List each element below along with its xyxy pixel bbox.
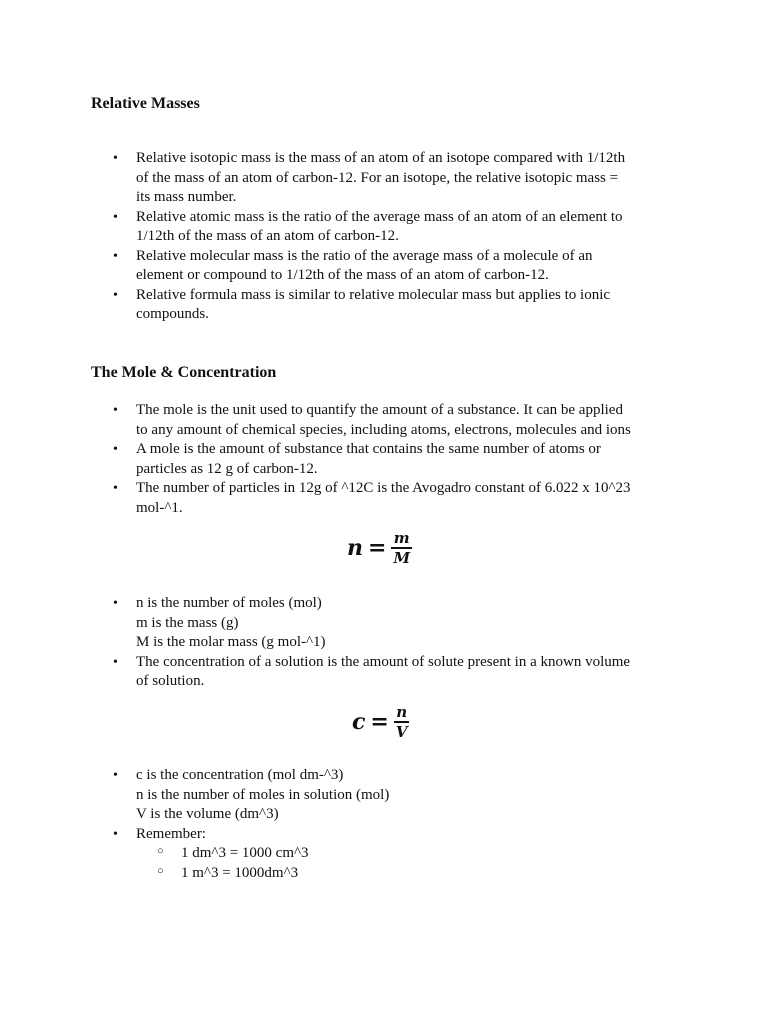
text-line: its mass number.	[136, 189, 237, 205]
text-line: Relative isotopic mass is the mass of an atom of an isotope compared with 1/12th	[136, 150, 626, 166]
bullet-icon: •	[113, 596, 118, 611]
bullet-icon: •	[113, 481, 118, 496]
text-line: Remember:	[136, 825, 206, 842]
bullet-icon: •	[113, 654, 118, 670]
hollow-bullet-icon: ○	[157, 864, 164, 877]
bullet-icon: •	[113, 209, 118, 225]
list-item	[113, 149, 693, 208]
text-line: The concentration of a solution is the amount of solute present in a known volume	[136, 653, 631, 670]
bullet-icon: •	[113, 826, 118, 842]
text-line: 1 dm^3 = 1000 cm^3	[181, 845, 309, 861]
text-line: 1/12th of the mass of an atom of carbon-12.	[136, 228, 399, 244]
fraction	[391, 529, 412, 567]
bullet-icon: •	[113, 403, 118, 418]
concentration-equation	[352, 703, 409, 741]
fraction-denominator: M	[393, 548, 411, 567]
sublist-item	[113, 844, 693, 864]
text-line: Relative atomic mass is the ratio of the average mass of an atom of an element to	[136, 208, 623, 225]
text-line: M is the molar mass (g mol-^1)	[136, 634, 326, 650]
text-line: of solution.	[136, 673, 205, 689]
text-line: n is the number of moles (mol)	[136, 595, 322, 611]
text-line: V is the volume (dm^3)	[136, 806, 279, 822]
text-line: compounds.	[136, 306, 209, 322]
heading-mole-concentration: The Mole & Concentration	[91, 364, 277, 381]
fraction-numerator: n	[396, 703, 408, 721]
text-line: The mole is the unit used to quantify the amount of a substance. It can be applied	[136, 402, 623, 418]
sublist-item	[113, 864, 693, 884]
bullet-icon: •	[113, 442, 118, 457]
bullet-icon: •	[113, 151, 118, 166]
list-item	[113, 766, 693, 825]
text-line: mol-^1.	[136, 499, 183, 516]
list-item	[113, 401, 693, 440]
bullet-icon: •	[113, 248, 118, 264]
text-line: to any amount of chemical species, including atoms, electrons, molecules and ions	[136, 421, 631, 438]
relative-masses-list	[113, 149, 693, 325]
text-line: of the mass of an atom of carbon-12. For an isotope, the relative isotopic mass =	[136, 169, 619, 186]
equals-sign: =	[368, 534, 387, 561]
equals-sign: =	[370, 708, 389, 735]
mole-list	[113, 401, 693, 518]
list-item	[113, 479, 693, 518]
moles-definitions-list	[113, 594, 693, 692]
text-line: The number of particles in 12g of ^12C is the Avogadro constant of 6.022 x 10^23	[136, 480, 631, 496]
text-line: Relative molecular mass is the ratio of the average mass of a molecule of an	[136, 247, 593, 264]
heading-relative-masses: Relative Masses	[91, 95, 200, 112]
concentration-definitions-list	[113, 766, 693, 883]
remember-sublist	[136, 844, 693, 883]
list-item	[113, 286, 693, 325]
fraction	[394, 703, 410, 741]
text-line: A mole is the amount of substance that contains the same number of atoms or	[136, 441, 601, 457]
text-line: c is the concentration (mol dm-^3)	[136, 767, 344, 783]
list-item	[113, 440, 693, 479]
list-item	[113, 825, 693, 884]
text-line: particles as 12 g of carbon-12.	[136, 460, 318, 477]
equation-lhs: c	[352, 708, 366, 735]
text-line: element or compound to 1/12th of the mass of an atom of carbon-12.	[136, 267, 549, 283]
list-item	[113, 247, 693, 286]
list-item	[113, 653, 693, 692]
fraction-denominator: V	[395, 722, 408, 741]
bullet-icon: •	[113, 287, 118, 303]
moles-equation	[347, 529, 412, 567]
bullet-icon: •	[113, 768, 118, 783]
text-line: Relative formula mass is similar to relative molecular mass but applies to ionic	[136, 286, 611, 303]
hollow-bullet-icon: ○	[157, 845, 164, 857]
text-line: n is the number of moles in solution (mol)	[136, 786, 390, 803]
equation-lhs: n	[347, 534, 363, 561]
fraction-numerator: m	[393, 529, 410, 547]
list-item	[113, 208, 693, 247]
text-line: 1 m^3 = 1000dm^3	[181, 864, 299, 881]
list-item	[113, 594, 693, 653]
text-line: m is the mass (g)	[136, 614, 239, 631]
